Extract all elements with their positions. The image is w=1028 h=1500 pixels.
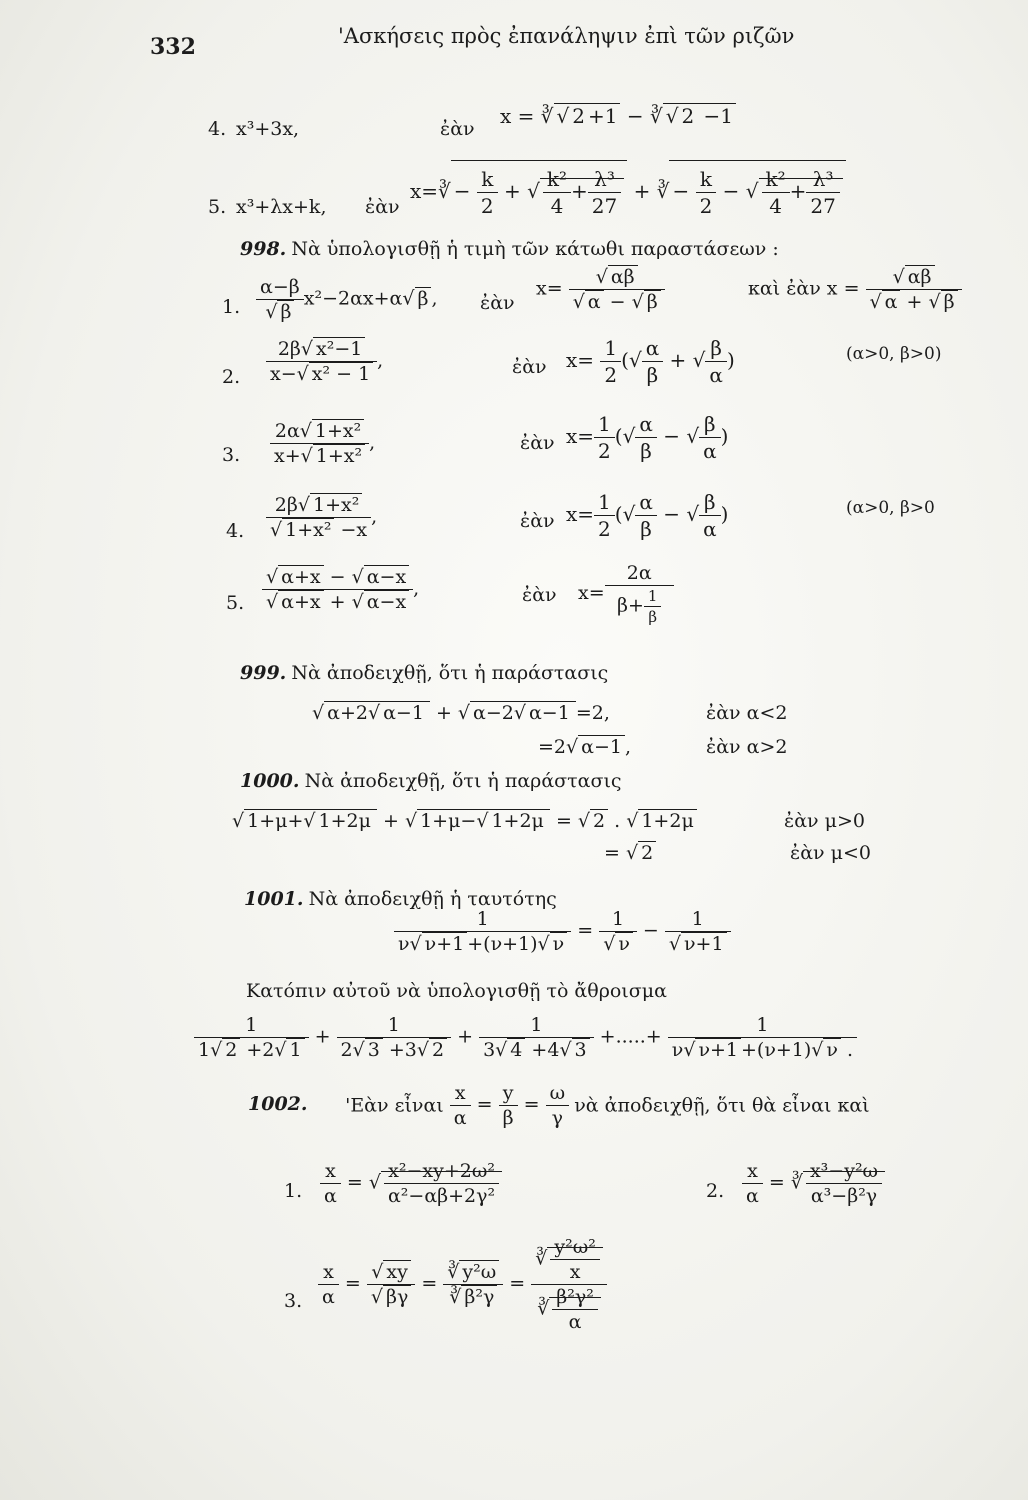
condition-word: ἐὰν	[480, 292, 515, 314]
exercise-label: 1002.	[248, 1093, 308, 1115]
condition-line-2: ἐὰν μ<0	[790, 842, 871, 864]
condition-word: ἐὰν	[522, 584, 557, 606]
formula: $\frac{x}{\alpha}$ = ∛ $\frac{\text{x³−y²ω}}{\text{α³−β²γ}}$	[742, 1160, 885, 1207]
formula: x= $\frac{1}{2}$ (√ $\frac{\alpha}{\beta}$ − √ $\frac{\beta}{\alpha}$ )	[566, 412, 729, 463]
exercise-text: Νὰ ἀποδειχθῇ, ὅτι ἡ παράστασις	[304, 770, 622, 792]
exercise-label: 998.	[240, 238, 287, 260]
condition-word: ἐὰν	[365, 196, 400, 218]
item-number: 4.	[226, 520, 245, 542]
condition-word: ἐὰν	[440, 118, 475, 140]
exercise-1001-then-text: Κατόπιν αὐτοῦ νὰ ὑπολογισθῇ τὸ ἄθροισμα	[246, 980, 667, 1002]
exercise-998-heading	[240, 238, 779, 260]
item-number: 5.	[208, 196, 227, 218]
exercise-1001-heading	[244, 888, 557, 910]
item-number: 4.	[208, 118, 227, 140]
exercise-text: Νὰ ὑπολογισθῇ ἡ τιμὴ τῶν κάτωθι παραστάσεων :	[291, 238, 779, 260]
item-number: 1.	[222, 296, 241, 318]
exercise-text-end: νὰ ἀποδειχθῇ, ὅτι θὰ εἶναι καὶ	[574, 1094, 870, 1117]
item-number: 3.	[222, 444, 241, 466]
exercise-1002-heading	[248, 1082, 870, 1129]
item-number: 2.	[706, 1180, 725, 1202]
condition-word: ἐὰν	[520, 432, 555, 454]
sum-formula: $\frac{1}{1√ 2 +2√ 1}$ + $\frac{1}{2√ 3 +3√ 2}$ + $\frac{1}{3√ 4 +4√ 3}$ +.....+ $\frac{1}{\nu√ \nu+1 +(\nu+1)√ \nu .}$	[194, 1014, 857, 1061]
condition-line-1: ἐὰν α<2	[706, 702, 788, 724]
condition-line-1: ἐὰν μ>0	[784, 810, 865, 832]
formula: $\frac{x}{\alpha}$ = √ $\frac{\text{x²−xy+2ω²}}{\text{α²−αβ+2γ²}}$	[320, 1160, 502, 1207]
formula: x= $\frac{√ \alpha\beta}{√ \alpha - √ \beta}$	[536, 266, 665, 313]
formula: $\frac{x}{\alpha}$ = $\frac{√ xy}{√ \beta\gamma}$ = $\frac{\text{∛ y²ω}}{\text{∛ β²γ}}$ = ∛ $\frac{\text{y²ω²}}{x}$ ∛ $\frac{\text{β²γ²}}{\alpha}$	[318, 1236, 607, 1333]
formula-line-1: √ α+2√ α−1 + √ α−2√ α−1 =2,	[312, 702, 610, 724]
expression: $\frac{√ \alpha+x - √ \alpha-x}{√ \alpha+x + √ \alpha-x}$ ,	[262, 566, 419, 613]
expression: $\frac{\text{2β√ 1+x²}}{\text{√ 1+x² −x}}$ ,	[266, 494, 377, 541]
formula-line-2: =2√ α−1 ,	[538, 736, 632, 758]
item-number: 5.	[226, 592, 245, 614]
formula: x = ∛ √ 2 +1 − ∛ √ 2 −1	[500, 104, 736, 128]
exercise-1000-heading	[240, 770, 622, 792]
formula: x= $\frac{1}{2}$ (√ $\frac{\alpha}{\beta}$ + √ $\frac{\beta}{\alpha}$ )	[566, 336, 735, 387]
exercise-text-start: 'Εὰν εἶναι	[345, 1094, 450, 1117]
exercise-text: Νὰ ἀποδειχθῇ, ὅτι ἡ παράστασις	[291, 662, 609, 684]
identity-formula: $\frac{1}{\nu√ \nu+1 +(\nu+1)√ \nu}$ = $\frac{1}{√ \nu}$ − $\frac{1}{√ \nu+1}$	[394, 908, 731, 955]
item-number: 1.	[284, 1180, 303, 1202]
condition-line-2: ἐὰν α>2	[706, 736, 788, 758]
exercise-label: 1000.	[240, 770, 300, 792]
exercise-label: 1001.	[244, 888, 304, 910]
exercise-text: Νὰ ἀποδειχθῇ ἡ ταυτότης	[308, 888, 557, 910]
exercise-label: 999.	[240, 662, 287, 684]
condition-note: (α>0, β>0)	[846, 344, 942, 364]
exercise-999-heading	[240, 662, 608, 684]
formula: x= $\frac{1}{2}$ (√ $\frac{\alpha}{\beta}$ − √ $\frac{\beta}{\alpha}$ )	[566, 490, 729, 541]
page-header-title: 'Ασκήσεις πρὸς ἐπανάληψιν ἐπὶ τῶν ριζῶν	[338, 24, 795, 48]
expression: x³+3x,	[236, 118, 300, 140]
condition-word: ἐὰν	[512, 356, 547, 378]
formula-line-1: √ 1+μ+√ 1+2μ + √ 1+μ−√ 1+2μ = √ 2 . √ 1+2μ	[232, 810, 697, 832]
item-number: 3.	[284, 1290, 303, 1312]
page-number: 332	[150, 34, 196, 60]
condition-note: (α>0, β>0	[846, 498, 935, 518]
condition-word: ἐὰν	[520, 510, 555, 532]
item-number: 2.	[222, 366, 241, 388]
expression: $\frac{\text{2α√ 1+x²}}{\text{x+√ 1+x²}}$ ,	[270, 420, 375, 467]
formula: x= 2α β+ $\frac{1}{\beta}$	[578, 562, 674, 626]
ratio-formula: $\frac{x}{\alpha}$ = $\frac{y}{\beta}$ = $\frac{\omega}{\gamma}$	[450, 1082, 569, 1129]
expression: x³+λx+k,	[236, 196, 327, 218]
expression: $\frac{\alpha-\beta}{√ \beta}$ x²−2αx+α√ β ,	[256, 276, 438, 323]
formula-alt: καὶ ἐὰν x = $\frac{√ \alpha\beta}{√ \alpha + √ \beta}$	[748, 266, 962, 313]
formula: x=∛ − $\frac{k}{2}$ + √ $\frac{\text{k²}}{4}$ + $\frac{\text{λ³}}{27}$ + ∛ − $\frac{k}{2}$ − √ $\frac{\text{k²}}{4}$ + $\frac{\text{λ³}}{27}$	[410, 160, 846, 218]
expression: $\frac{\text{2β√ x²−1}}{\text{x−√ x² − 1}}$ ,	[266, 338, 383, 385]
formula-line-2: = √ 2	[604, 842, 656, 864]
